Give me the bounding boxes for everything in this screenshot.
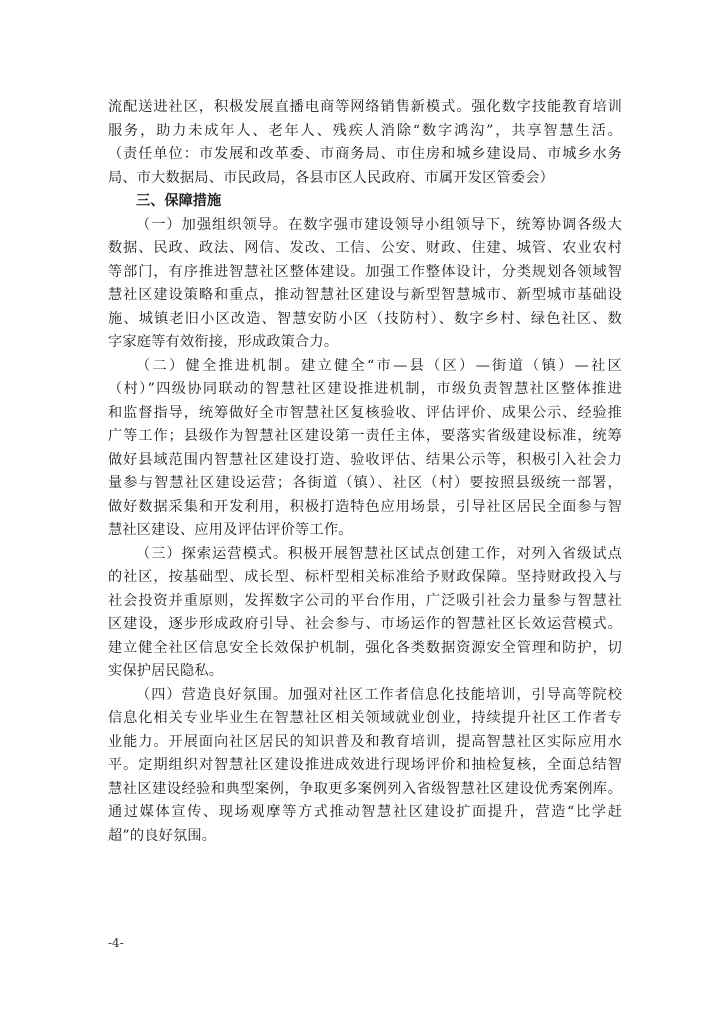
document-body bbox=[108, 96, 622, 848]
text-line: 广等工作；县级作为智慧社区建设第一责任主体，要落实省级建设标准，统筹 bbox=[108, 428, 622, 444]
text-line: 和监督指导，统筹做好全市智慧社区复核验收、评估评价、成果公示、经验推 bbox=[108, 404, 622, 421]
text-line: （村）”四级协同联动的智慧社区建设推进机制，市级负责智慧社区整体推进 bbox=[108, 381, 622, 397]
text-line: （四）营造良好氛围。加强对社区工作者信息化技能培训，引导高等院校 bbox=[136, 686, 622, 703]
page-number: -4- bbox=[108, 936, 124, 950]
text-line: 做好数据采集和开发利用，积极打造特色应用场景，引导社区居民全面参与智 bbox=[108, 498, 622, 515]
paragraph-operation-mode bbox=[108, 543, 622, 684]
text-line: 实保护居民隐私。 bbox=[108, 663, 224, 679]
text-line: 施、城镇老旧小区改造、智慧安防小区（技防村）、数字乡村、绿色社区、数 bbox=[108, 310, 622, 327]
paragraph-atmosphere bbox=[108, 684, 622, 849]
text-line: 服务，助力未成年人、老年人、残疾人消除“数字鸿沟”，共享智慧生活。 bbox=[108, 122, 622, 139]
section-heading: 三、保障措施 bbox=[136, 193, 222, 209]
paragraph-organization-leadership bbox=[108, 214, 622, 355]
text-line: 慧社区建设、应用及评估评价等工作。 bbox=[108, 522, 353, 538]
text-line: 业能力。开展面向社区居民的知识普及和教育培训，提高智慧社区实际应用水 bbox=[108, 733, 622, 750]
text-line: （责任单位：市发展和改革委、市商务局、市住房和城乡建设局、市城乡水务 bbox=[108, 146, 622, 162]
text-line: （一）加强组织领导。在数字强市建设领导小组领导下，统筹协调各级大 bbox=[136, 216, 622, 233]
text-line: 字家庭等有效衔接，形成政策合力。 bbox=[108, 334, 339, 350]
text-line: 社会投资并重原则，发挥数字公司的平台作用，广泛吸引社会力量参与智慧社 bbox=[108, 592, 622, 609]
text-line: 信息化相关专业毕业生在智慧社区相关领域就业创业，持续提升社区工作者专 bbox=[108, 710, 622, 726]
text-line: 区建设，逐步形成政府引导、社会参与、市场运作的智慧社区长效运营模式。 bbox=[108, 616, 622, 632]
text-line: 等部门，有序推进智慧社区整体建设。加强工作整体设计，分类规划各领域智 bbox=[108, 263, 622, 280]
paragraph-promotion-mechanism bbox=[108, 355, 622, 543]
text-line: 量参与智慧社区建设运营；各街道（镇）、社区（村）要按照县级统一部署， bbox=[108, 475, 622, 491]
text-line: 慧社区建设策略和重点，推动智慧社区建设与新型智慧城市、新型城市基础设 bbox=[108, 287, 622, 303]
text-line: 的社区，按基础型、成长型、标杆型相关标准给予财政保障。坚持财政投入与 bbox=[108, 569, 622, 585]
text-line: 数据、民政、政法、网信、发改、工信、公安、财政、住建、城管、农业农村 bbox=[108, 240, 622, 256]
text-line: 流配送进社区，积极发展直播电商等网络销售新模式。强化数字技能教育培训 bbox=[108, 99, 622, 115]
text-line: 慧社区建设经验和典型案例，争取更多案例列入省级智慧社区建设优秀案例库。 bbox=[108, 780, 622, 797]
intro-paragraph bbox=[108, 96, 622, 190]
text-line: （三）探索运营模式。积极开展智慧社区试点创建工作，对列入省级试点 bbox=[136, 545, 622, 562]
text-line: 超”的良好氛围。 bbox=[108, 827, 217, 844]
text-line: 平。定期组织对智慧社区建设推进成效进行现场评价和抽检复核，全面总结智 bbox=[108, 757, 622, 773]
text-line: 局、市大数据局、市民政局，各县市区人民政府、市属开发区管委会） bbox=[108, 169, 555, 186]
text-line: 通过媒体宣传、现场观摩等方式推动智慧社区建设扩面提升，营造“比学赶 bbox=[108, 804, 622, 820]
text-line: （二）健全推进机制。建立健全“市—县（区）—街道（镇）—社区 bbox=[136, 357, 622, 374]
text-line: 建立健全社区信息安全长效保护机制，强化各类数据资源安全管理和防护，切 bbox=[108, 639, 622, 656]
text-line: 做好县域范围内智慧社区建设打造、验收评估、结果公示等，积极引入社会力 bbox=[108, 451, 622, 468]
